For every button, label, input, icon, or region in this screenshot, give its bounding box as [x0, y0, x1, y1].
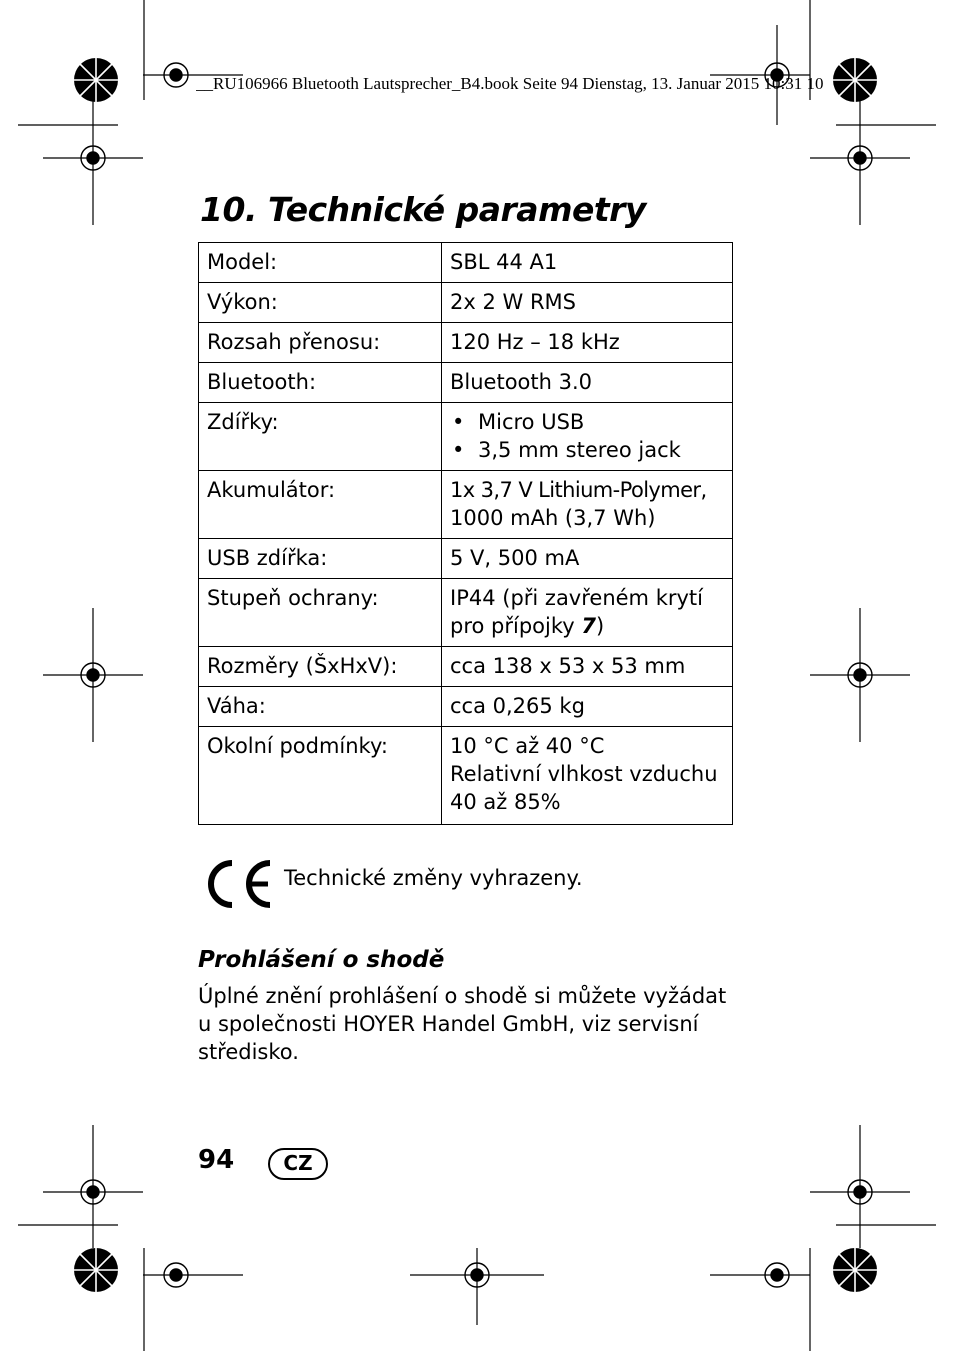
- table-row: [199, 471, 733, 539]
- spec-value: 5 V, 500 mA: [442, 539, 733, 579]
- spec-value: [442, 579, 733, 647]
- spec-value: Bluetooth 3.0: [442, 363, 733, 403]
- ce-mark-icon: [198, 858, 276, 910]
- spec-value-line: 1x 3,7 V Lithium-Polymer,: [450, 478, 707, 502]
- page-number: 94: [198, 1145, 235, 1175]
- table-row: [199, 243, 733, 283]
- spec-value: [442, 471, 733, 539]
- spec-value: [442, 403, 733, 471]
- spec-value: cca 138 x 53 x 53 mm: [442, 647, 733, 687]
- page-title: 10. Technické parametry: [200, 190, 646, 229]
- ce-note: Technické změny vyhrazeny.: [284, 866, 583, 890]
- print-file-header: __RU106966 Bluetooth Lautsprecher_B4.book Seite 94 Dienstag, 13. Januar 2015 10:31 10: [196, 74, 824, 93]
- language-badge: CZ: [268, 1148, 328, 1180]
- spec-value-line: IP44 (při zavřeném krytí: [450, 586, 703, 610]
- table-row: [199, 647, 733, 687]
- spec-label: Bluetooth:: [199, 363, 442, 403]
- spec-value-line: 1000 mAh (3,7 Wh): [450, 506, 656, 530]
- spec-label: Váha:: [199, 687, 442, 727]
- spec-value: cca 0,265 kg: [442, 687, 733, 727]
- spec-value-text: pro přípojky: [450, 614, 582, 638]
- spec-value-line: 10 °C až 40 °C: [450, 734, 605, 758]
- spec-value-line: Relativní vlhkost vzduchu: [450, 762, 718, 786]
- spec-label: Rozměry (ŠxHxV):: [199, 647, 442, 687]
- table-row: [199, 727, 733, 825]
- spec-value-text: ): [595, 614, 605, 638]
- spec-label: Model:: [199, 243, 442, 283]
- spec-value: SBL 44 A1: [442, 243, 733, 283]
- spec-label: Rozsah přenosu:: [199, 323, 442, 363]
- declaration-line: Úplné znění prohlášení o shodě si můžete vyžádat: [198, 984, 727, 1008]
- table-row: [199, 283, 733, 323]
- table-row: [199, 363, 733, 403]
- spec-label: USB zdířka:: [199, 539, 442, 579]
- spec-value: [442, 727, 733, 825]
- table-row: [199, 687, 733, 727]
- table-row: [199, 539, 733, 579]
- spec-value: 120 Hz – 18 kHz: [442, 323, 733, 363]
- spec-label: Akumulátor:: [199, 471, 442, 539]
- spec-label: Okolní podmínky:: [199, 727, 442, 825]
- spec-label: Zdířky:: [199, 403, 442, 471]
- table-row: [199, 403, 733, 471]
- spec-label: Stupeň ochrany:: [199, 579, 442, 647]
- list-item: • Micro USB: [450, 408, 724, 436]
- list-item: • 3,5 mm stereo jack: [450, 436, 724, 464]
- spec-value-line: [450, 612, 724, 640]
- declaration-text: [198, 982, 738, 1066]
- declaration-line: středisko.: [198, 1040, 299, 1064]
- table-row: [199, 579, 733, 647]
- sockets-list: [450, 408, 724, 464]
- spec-label: Výkon:: [199, 283, 442, 323]
- declaration-line: u společnosti HOYER Handel GmbH, viz servisní: [198, 1012, 699, 1036]
- part-reference-number: 7: [581, 614, 596, 638]
- spec-value: 2x 2 W RMS: [442, 283, 733, 323]
- spec-value-line: 40 až 85%: [450, 790, 561, 814]
- technical-specifications-table: [198, 242, 733, 825]
- declaration-heading: Prohlášení o shodě: [198, 947, 445, 973]
- table-row: [199, 323, 733, 363]
